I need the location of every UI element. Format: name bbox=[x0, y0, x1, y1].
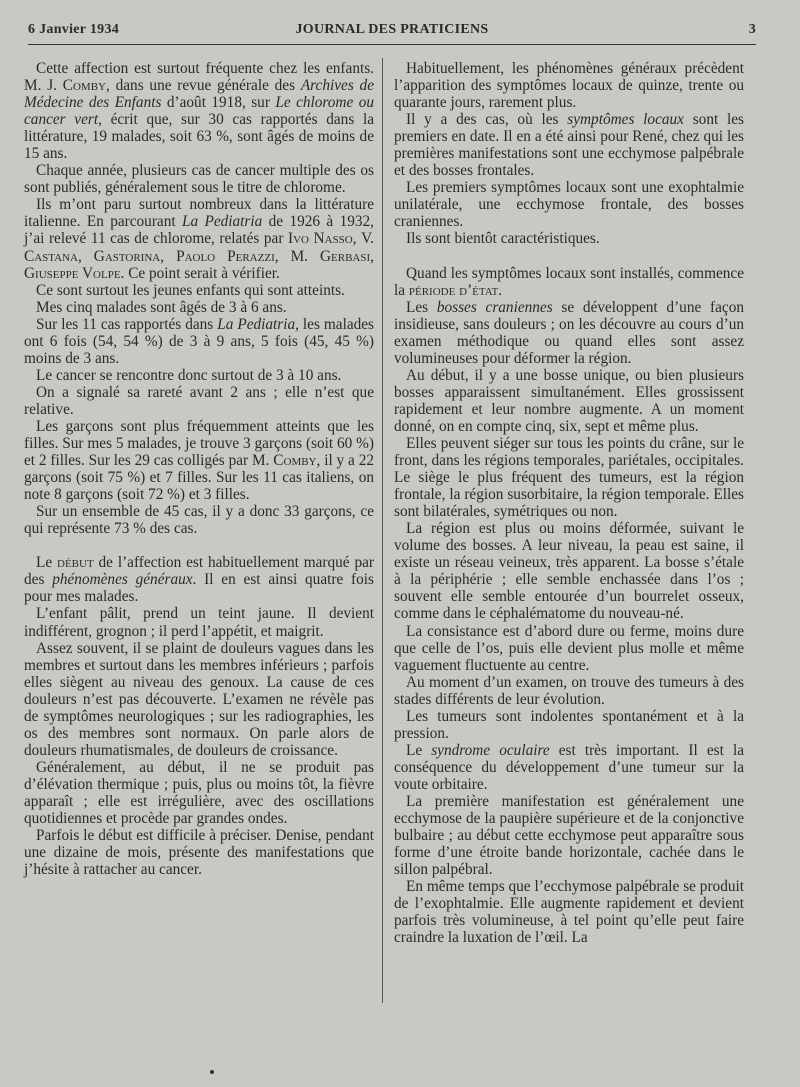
text-run: est très important. Il est la conséquence du développement d’une tumeur sur la voute orbitaire. bbox=[394, 741, 744, 793]
paragraph bbox=[394, 179, 744, 230]
text-run: Les tumeurs sont indolentes spontanément et à la pression. bbox=[394, 707, 744, 742]
paragraph bbox=[394, 793, 744, 878]
paragraph bbox=[394, 111, 744, 179]
text-run: L’enfant pâlit, prend un teint jaune. Il devient indifférent, grognon ; il perd l’appétit, et maigrit. bbox=[24, 605, 374, 640]
text-run: La région est plus ou moins déformée, suivant le volume des bosses. A leur niveau, la peau est saine, il existe un réseau veineux, très apparent. La bosse s’étale à la périphérie ; elle semble enchassée dans l’os ; souvent elle semble entourée d’un bourrelet osseux, comme dans le céphalématome du nouveau-né. bbox=[394, 520, 744, 623]
text-run: Sur un ensemble de 45 cas, il y a donc 33 garçons, ce qui représente 73 % des cas. bbox=[24, 503, 374, 538]
paragraph bbox=[24, 282, 374, 299]
text-run: On a signalé sa rareté avant 2 ans ; elle n’est que relative. bbox=[24, 383, 374, 418]
text-run: se développent d’une façon insidieuse, sans douleurs ; on les découvre au cours d’un examen méthodique ou quand elles sont assez volumineuses pour déformer la région. bbox=[394, 298, 744, 367]
paragraph bbox=[24, 196, 374, 281]
paragraph bbox=[24, 554, 374, 605]
text-run: Au moment d’un examen, on trouve des tumeurs à des stades différents de leur évolution. bbox=[394, 673, 744, 708]
italic-text: La Pediatria bbox=[181, 213, 263, 231]
small-caps-text: Comby bbox=[273, 452, 317, 470]
small-caps-text: M. Gerbasi bbox=[290, 247, 371, 265]
text-run: , les malades ont 6 fois (54, 54 %) de 3 à 9 ans, 5 fois (45, 45 %) moins de 3 ans. bbox=[24, 315, 374, 367]
small-caps-text: début bbox=[57, 554, 94, 572]
text-run: Mes cinq malades sont âgés de 3 à 6 ans. bbox=[36, 298, 287, 316]
italic-text: symptômes locaux bbox=[567, 111, 684, 129]
small-caps-text: période d’état bbox=[408, 281, 499, 299]
paragraph bbox=[394, 299, 744, 367]
paragraph bbox=[394, 623, 744, 674]
text-run: Le bbox=[36, 554, 57, 572]
text-run: Elles peuvent siéger sur tous les points du crâne, sur le front, dans les régions temporales, pariétales, occipitales. Le siège le plus fréquent des tumeurs, est la région frontale, la région susorbitaire, la région temporale. Elles sont bilatérales, symétriques ou non. bbox=[394, 434, 744, 521]
paragraph bbox=[24, 827, 374, 878]
paragraph bbox=[24, 418, 374, 503]
text-run: Cette affection est surtout fréquente chez les enfants. M. J. bbox=[24, 60, 374, 95]
text-run: . bbox=[498, 281, 503, 299]
left-column bbox=[24, 60, 374, 878]
text-run: Le bbox=[406, 741, 432, 759]
paragraph bbox=[24, 640, 374, 759]
text-run: Ils m’ont paru surtout nombreux dans la littérature italienne. En parcourant bbox=[24, 196, 374, 231]
paragraph bbox=[394, 60, 744, 111]
text-run: écrit que, sur 30 cas rapportés dans la littérature, 19 malades, soit 63 %, sont âgés de moins de 15 ans. bbox=[24, 111, 374, 163]
text-run: , bbox=[77, 247, 94, 265]
text-run: d’août 1918, sur bbox=[161, 94, 276, 112]
text-run: Ce sont surtout les jeunes enfants qui sont atteints. bbox=[36, 281, 345, 299]
right-column bbox=[394, 60, 744, 946]
page-header bbox=[28, 22, 756, 40]
paragraph bbox=[394, 435, 744, 520]
text-run: , bbox=[274, 247, 291, 265]
paragraph bbox=[24, 759, 374, 827]
paragraph bbox=[24, 605, 374, 639]
text-run: Ils sont bientôt caractéristiques. bbox=[406, 230, 600, 248]
text-run: Les bbox=[406, 298, 437, 316]
text-run: Le cancer se rencontre donc surtout de 3 à 10 ans. bbox=[36, 366, 342, 384]
text-run: En même temps que l’ecchymose palpébrale se produit de l’exophtalmie. Elle augmente rapidement et devient parfois très volumineuse, à tel point qu’elle peut faire craindre la luxation de l’œil. La bbox=[394, 878, 744, 947]
paragraph bbox=[24, 367, 374, 384]
text-run: Les garçons sont plus fréquemment atteints que les filles. Sur mes 5 malades, je trouve 3 garçons (soit 60 %) et 2 filles. Sur les 29 cas colligés par M. bbox=[24, 417, 374, 470]
text-run: . Il en est ainsi quatre fois pour mes malades. bbox=[24, 571, 374, 606]
text-run: , bbox=[160, 247, 177, 265]
text-run: La première manifestation est généralement une ecchymose de la paupière supérieure et de la conjonctive bulbaire ; au début cette ecchymose peut apparaître sous forme d’une étroite bande horizontale, cachée dans le sillon palpébral. bbox=[394, 792, 744, 879]
paragraph bbox=[394, 230, 744, 247]
paragraph bbox=[24, 60, 374, 162]
text-run: de 1926 à 1932, j’ai relevé 11 cas de chlorome, relatés par bbox=[24, 213, 374, 248]
text-run: sont les premiers en date. Il en a été ainsi pour René, chez qui les premières manifestations sont une ecchymose palpébrale et des bosses frontales. bbox=[394, 111, 744, 180]
italic-text: bosses craniennes bbox=[436, 298, 553, 316]
small-caps-text: Giuseppe Volpe bbox=[24, 264, 121, 282]
paragraph bbox=[394, 520, 744, 622]
journal-title: JOURNAL DES PRATICIENS bbox=[295, 22, 489, 37]
text-run: Il y a des cas, où les bbox=[406, 111, 568, 129]
text-run: . Ce point serait à vérifier. bbox=[120, 264, 280, 282]
text-run: , il y a 22 garçons (soit 75 %) et 7 filles. Sur les 11 cas italiens, on note 8 garçons (soit 72 %) et 3 filles. bbox=[24, 452, 375, 504]
paragraph bbox=[394, 878, 744, 946]
paragraph bbox=[24, 503, 374, 537]
paragraph bbox=[394, 708, 744, 742]
paragraph bbox=[394, 742, 744, 793]
page-number: 3 bbox=[748, 22, 756, 37]
text-run: La consistance est d’abord dure ou ferme, moins dure que celle de l’os, puis elle devient plus molle et même vaguement fluctuente au centre. bbox=[394, 622, 744, 674]
small-caps-text: Gastorina bbox=[93, 247, 161, 265]
italic-text: Archives de Médecine des Enfants bbox=[24, 77, 374, 112]
paragraph bbox=[24, 316, 374, 367]
paragraph bbox=[394, 367, 744, 435]
text-run: , dans une revue générale des bbox=[106, 77, 301, 95]
header-rule bbox=[28, 44, 756, 45]
header-date: 6 Janvier 1934 bbox=[28, 22, 120, 37]
text-run: Habituellement, les phénomènes généraux précèdent l’apparition des symptômes locaux de quinze, trente ou quarante jours, rarement plus. bbox=[394, 60, 744, 112]
text-run: de l’affection est habituellement marqué par des bbox=[24, 554, 374, 589]
text-run: , bbox=[370, 247, 374, 265]
text-run: Les premiers symptômes locaux sont une exophtalmie unilatérale, une ecchymose frontale, des bosses craniennes. bbox=[394, 179, 744, 231]
italic-text: Le chlorome ou cancer vert, bbox=[24, 94, 374, 129]
text-run: , bbox=[352, 230, 362, 248]
ink-speck bbox=[210, 1070, 214, 1074]
text-run: Quand les symptômes locaux sont installés, commence la bbox=[394, 264, 744, 299]
paragraph bbox=[394, 674, 744, 708]
text-run: Chaque année, plusieurs cas de cancer multiple des os sont publiés, généralement sous le titre de chlorome. bbox=[24, 162, 374, 197]
paragraph bbox=[24, 384, 374, 418]
small-caps-text: V. Castana bbox=[24, 230, 374, 265]
text-run: Parfois le début est difficile à préciser. Denise, pendant une dizaine de mois, présente des manifestations que j’hésite à rattacher au cancer. bbox=[24, 827, 374, 879]
italic-text: syndrome oculaire bbox=[431, 741, 550, 759]
small-caps-text: Comby bbox=[62, 77, 106, 95]
italic-text: phénomènes généraux bbox=[52, 571, 193, 589]
text-run: Sur les 11 cas rapportés dans bbox=[36, 315, 218, 333]
text-run: Généralement, au début, il ne se produit pas d’élévation thermique ; puis, plus ou moins tôt, la fièvre apparaît ; elle est irrégulière, avec des oscillations quotidiennes et procède par grandes ondes. bbox=[24, 758, 374, 828]
text-run: Assez souvent, il se plaint de douleurs vagues dans les membres et surtout dans les membres inférieurs ; parfois elles siègent au niveau des genoux. La cause de ces douleurs n’est pas découverte. L’examen ne révèle pas de symptômes neurologiques ; sur les radiographies, les os des membres sont normaux. On parle alors de douleurs rhumatismales, de douleurs de croissance. bbox=[24, 639, 374, 759]
paragraph bbox=[24, 299, 374, 316]
text-run: Au début, il y a une bosse unique, ou bien plusieurs bosses apparaissent simultanément. Elles grossissent rapidement et leur nombre augmente. A un moment donné, on en compte cinq, six, sept et même plus. bbox=[394, 366, 744, 435]
column-divider bbox=[382, 58, 383, 1003]
small-caps-text: Ivo Nasso bbox=[287, 230, 353, 248]
paragraph bbox=[24, 162, 374, 196]
italic-text: La Pediatria bbox=[217, 315, 296, 333]
paragraph bbox=[394, 265, 744, 299]
small-caps-text: Paolo Perazzi bbox=[176, 247, 275, 265]
